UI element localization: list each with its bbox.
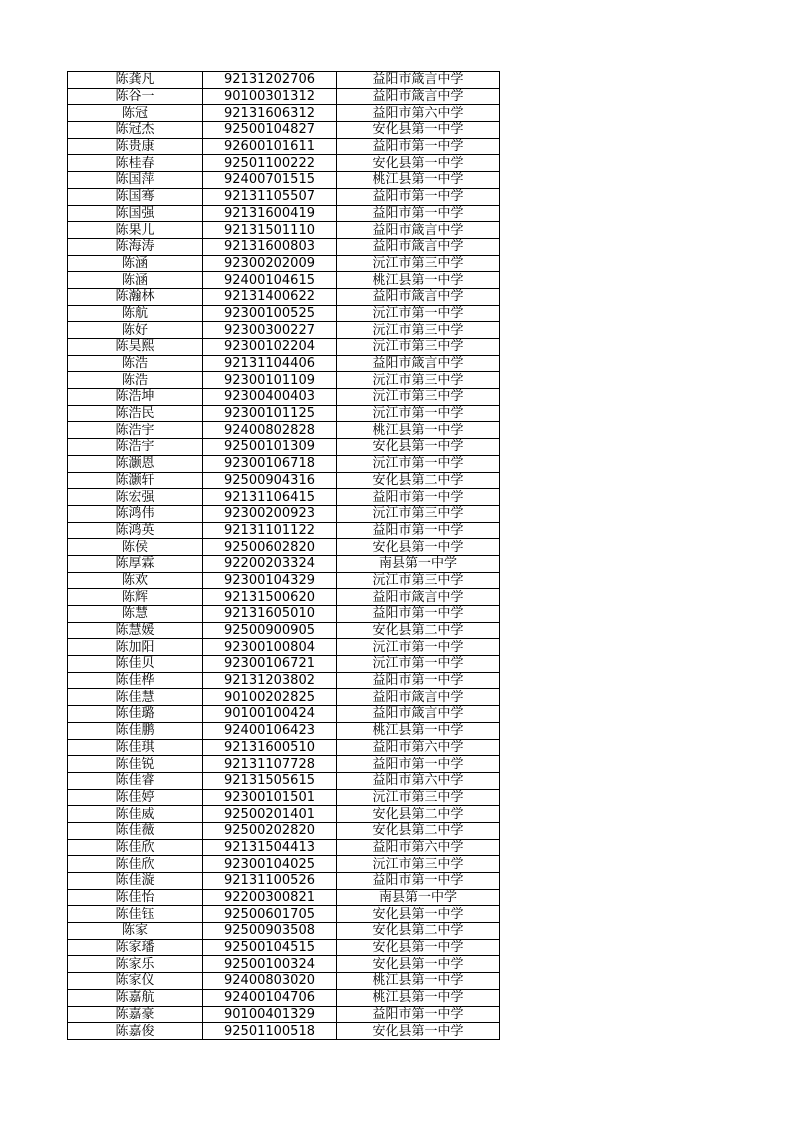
student-name-cell: 陈冠杰 (68, 122, 203, 139)
exam-number-cell: 92300101501 (203, 789, 337, 806)
student-table (67, 71, 500, 1040)
school-cell: 南县第一中学 (337, 889, 500, 906)
table-row (68, 472, 500, 489)
exam-number-cell: 92131104406 (203, 355, 337, 372)
school-cell: 益阳市第一中学 (337, 489, 500, 506)
exam-number-cell: 92500601705 (203, 906, 337, 923)
table-row (68, 1023, 500, 1040)
school-cell: 益阳市箴言中学 (337, 589, 500, 606)
table-row (68, 105, 500, 122)
table-row (68, 489, 500, 506)
table-row (68, 606, 500, 623)
table-row (68, 288, 500, 305)
table-row (68, 806, 500, 823)
table-row (68, 255, 500, 272)
exam-number-cell: 92300102204 (203, 339, 337, 356)
exam-number-cell: 92200203324 (203, 555, 337, 572)
school-cell: 安化县第二中学 (337, 622, 500, 639)
student-name-cell: 陈辉 (68, 589, 203, 606)
exam-number-cell: 92501100518 (203, 1023, 337, 1040)
school-cell: 安化县第一中学 (337, 1023, 500, 1040)
student-name-cell: 陈鸿伟 (68, 505, 203, 522)
school-cell: 安化县第一中学 (337, 539, 500, 556)
school-cell: 安化县第一中学 (337, 906, 500, 923)
student-name-cell: 陈佳漩 (68, 873, 203, 890)
exam-number-cell: 92300101109 (203, 372, 337, 389)
exam-number-cell: 92400104706 (203, 989, 337, 1006)
school-cell: 益阳市箴言中学 (337, 222, 500, 239)
school-cell: 沅江市第一中学 (337, 455, 500, 472)
table-row (68, 339, 500, 356)
school-cell: 益阳市第六中学 (337, 839, 500, 856)
table-row (68, 873, 500, 890)
school-cell: 益阳市第一中学 (337, 522, 500, 539)
table-row (68, 589, 500, 606)
exam-number-cell: 92300101125 (203, 405, 337, 422)
school-cell: 安化县第二中学 (337, 822, 500, 839)
school-cell: 益阳市第一中学 (337, 138, 500, 155)
school-cell: 沅江市第三中学 (337, 572, 500, 589)
school-cell: 桃江县第一中学 (337, 172, 500, 189)
student-name-cell: 陈龚凡 (68, 72, 203, 89)
school-cell: 益阳市第六中学 (337, 772, 500, 789)
school-cell: 沅江市第一中学 (337, 639, 500, 656)
student-name-cell: 陈谷一 (68, 88, 203, 105)
student-name-cell: 陈嘉航 (68, 989, 203, 1006)
school-cell: 沅江市第三中学 (337, 789, 500, 806)
table-row (68, 973, 500, 990)
table-row (68, 405, 500, 422)
exam-number-cell: 92131600510 (203, 739, 337, 756)
school-cell: 益阳市箴言中学 (337, 706, 500, 723)
exam-number-cell: 92200300821 (203, 889, 337, 906)
school-cell: 益阳市箴言中学 (337, 355, 500, 372)
exam-number-cell: 90100100424 (203, 706, 337, 723)
table-row (68, 305, 500, 322)
school-cell: 益阳市箴言中学 (337, 238, 500, 255)
table-row (68, 889, 500, 906)
student-name-cell: 陈浩 (68, 355, 203, 372)
student-name-cell: 陈浩坤 (68, 389, 203, 406)
student-name-cell: 陈加阳 (68, 639, 203, 656)
exam-number-cell: 92131605010 (203, 606, 337, 623)
table-row (68, 923, 500, 940)
exam-number-cell: 92131106415 (203, 489, 337, 506)
table-row (68, 188, 500, 205)
school-cell: 沅江市第三中学 (337, 505, 500, 522)
student-name-cell: 陈涵 (68, 255, 203, 272)
exam-number-cell: 92300300227 (203, 322, 337, 339)
student-name-cell: 陈国萍 (68, 172, 203, 189)
school-cell: 桃江县第一中学 (337, 272, 500, 289)
school-cell: 沅江市第三中学 (337, 339, 500, 356)
student-name-cell: 陈航 (68, 305, 203, 322)
exam-number-cell: 92300200923 (203, 505, 337, 522)
school-cell: 益阳市箴言中学 (337, 288, 500, 305)
table-row (68, 839, 500, 856)
exam-number-cell: 92500904316 (203, 472, 337, 489)
table-row (68, 639, 500, 656)
school-cell: 安化县第二中学 (337, 472, 500, 489)
school-cell: 安化县第一中学 (337, 956, 500, 973)
table-row (68, 138, 500, 155)
student-name-cell: 陈佳婷 (68, 789, 203, 806)
student-name-cell: 陈冠 (68, 105, 203, 122)
table-row (68, 622, 500, 639)
school-cell: 益阳市第一中学 (337, 606, 500, 623)
table-row (68, 1006, 500, 1023)
exam-number-cell: 92300106721 (203, 656, 337, 673)
student-name-cell: 陈佳怡 (68, 889, 203, 906)
school-cell: 沅江市第三中学 (337, 389, 500, 406)
exam-number-cell: 92131600803 (203, 238, 337, 255)
school-cell: 南县第一中学 (337, 555, 500, 572)
exam-number-cell: 92500104827 (203, 122, 337, 139)
table-row (68, 355, 500, 372)
table-row (68, 238, 500, 255)
table-row (68, 389, 500, 406)
student-name-cell: 陈佳睿 (68, 772, 203, 789)
school-cell: 沅江市第三中学 (337, 322, 500, 339)
table-row (68, 739, 500, 756)
exam-number-cell: 92131202706 (203, 72, 337, 89)
student-name-cell: 陈佳鹏 (68, 722, 203, 739)
student-name-cell: 陈佳欣 (68, 839, 203, 856)
school-cell: 桃江县第一中学 (337, 989, 500, 1006)
school-cell: 益阳市第一中学 (337, 672, 500, 689)
student-name-cell: 陈慧 (68, 606, 203, 623)
student-name-cell: 陈灏轩 (68, 472, 203, 489)
student-name-cell: 陈佳桦 (68, 672, 203, 689)
table-row (68, 906, 500, 923)
exam-number-cell: 92300100525 (203, 305, 337, 322)
student-name-cell: 陈海涛 (68, 238, 203, 255)
exam-number-cell: 92131600419 (203, 205, 337, 222)
student-name-cell: 陈好 (68, 322, 203, 339)
table-row (68, 672, 500, 689)
school-cell: 安化县第一中学 (337, 122, 500, 139)
table-row (68, 122, 500, 139)
exam-number-cell: 92400802828 (203, 422, 337, 439)
table-row (68, 772, 500, 789)
exam-number-cell: 92300106718 (203, 455, 337, 472)
student-name-cell: 陈侯 (68, 539, 203, 556)
school-cell: 沅江市第一中学 (337, 656, 500, 673)
student-name-cell: 陈浩 (68, 372, 203, 389)
exam-number-cell: 92400106423 (203, 722, 337, 739)
student-name-cell: 陈浩民 (68, 405, 203, 422)
table-row (68, 956, 500, 973)
exam-number-cell: 90100301312 (203, 88, 337, 105)
table-row (68, 72, 500, 89)
school-cell: 益阳市箴言中学 (337, 88, 500, 105)
table-row (68, 88, 500, 105)
student-name-cell: 陈嘉豪 (68, 1006, 203, 1023)
table-row (68, 572, 500, 589)
exam-number-cell: 92500202820 (203, 822, 337, 839)
table-row (68, 822, 500, 839)
student-name-cell: 陈国强 (68, 205, 203, 222)
student-name-cell: 陈家 (68, 923, 203, 940)
school-cell: 沅江市第三中学 (337, 856, 500, 873)
student-name-cell: 陈浩宇 (68, 422, 203, 439)
table-row (68, 505, 500, 522)
table-row (68, 756, 500, 773)
exam-number-cell: 92131504413 (203, 839, 337, 856)
exam-number-cell: 92400803020 (203, 973, 337, 990)
table-row (68, 439, 500, 456)
exam-number-cell: 92400701515 (203, 172, 337, 189)
school-cell: 沅江市第一中学 (337, 305, 500, 322)
exam-number-cell: 92131105507 (203, 188, 337, 205)
student-name-cell: 陈瀚林 (68, 288, 203, 305)
exam-number-cell: 92500101309 (203, 439, 337, 456)
student-name-cell: 陈佳锐 (68, 756, 203, 773)
school-cell: 桃江县第一中学 (337, 422, 500, 439)
student-name-cell: 陈宏强 (68, 489, 203, 506)
exam-number-cell: 92131501110 (203, 222, 337, 239)
student-name-cell: 陈佳琪 (68, 739, 203, 756)
student-name-cell: 陈家乐 (68, 956, 203, 973)
table-row (68, 272, 500, 289)
table-row (68, 422, 500, 439)
exam-number-cell: 92131100526 (203, 873, 337, 890)
school-cell: 桃江县第一中学 (337, 722, 500, 739)
exam-number-cell: 92131400622 (203, 288, 337, 305)
table-row (68, 539, 500, 556)
exam-number-cell: 90100202825 (203, 689, 337, 706)
student-name-cell: 陈慧媛 (68, 622, 203, 639)
table-row (68, 939, 500, 956)
table-row (68, 656, 500, 673)
exam-number-cell: 92600101611 (203, 138, 337, 155)
table-row (68, 989, 500, 1006)
exam-number-cell: 92500201401 (203, 806, 337, 823)
school-cell: 益阳市第六中学 (337, 739, 500, 756)
exam-number-cell: 92131606312 (203, 105, 337, 122)
exam-number-cell: 92131500620 (203, 589, 337, 606)
student-name-cell: 陈灏恩 (68, 455, 203, 472)
school-cell: 安化县第一中学 (337, 155, 500, 172)
student-name-cell: 陈浩宇 (68, 439, 203, 456)
exam-number-cell: 92500900905 (203, 622, 337, 639)
student-name-cell: 陈嘉俊 (68, 1023, 203, 1040)
exam-number-cell: 92131101122 (203, 522, 337, 539)
exam-number-cell: 92300400403 (203, 389, 337, 406)
student-name-cell: 陈鸿英 (68, 522, 203, 539)
table-row (68, 372, 500, 389)
exam-number-cell: 92131107728 (203, 756, 337, 773)
table-row (68, 172, 500, 189)
student-name-cell: 陈佳慧 (68, 689, 203, 706)
exam-number-cell: 92131505615 (203, 772, 337, 789)
school-cell: 益阳市箴言中学 (337, 689, 500, 706)
exam-number-cell: 92400104615 (203, 272, 337, 289)
student-name-cell: 陈佳璐 (68, 706, 203, 723)
exam-number-cell: 92500903508 (203, 923, 337, 940)
exam-number-cell: 92501100222 (203, 155, 337, 172)
exam-number-cell: 92300100804 (203, 639, 337, 656)
table-row (68, 789, 500, 806)
exam-number-cell: 92131203802 (203, 672, 337, 689)
table-row (68, 222, 500, 239)
school-cell: 沅江市第三中学 (337, 372, 500, 389)
student-name-cell: 陈国骞 (68, 188, 203, 205)
exam-number-cell: 92500100324 (203, 956, 337, 973)
exam-number-cell: 92500104515 (203, 939, 337, 956)
student-name-cell: 陈果儿 (68, 222, 203, 239)
student-name-cell: 陈佳薇 (68, 822, 203, 839)
student-name-cell: 陈厚霖 (68, 555, 203, 572)
student-name-cell: 陈家璠 (68, 939, 203, 956)
school-cell: 桃江县第一中学 (337, 973, 500, 990)
school-cell: 安化县第二中学 (337, 806, 500, 823)
school-cell: 安化县第一中学 (337, 439, 500, 456)
exam-number-cell: 92300104025 (203, 856, 337, 873)
school-cell: 益阳市第一中学 (337, 873, 500, 890)
student-name-cell: 陈佳欣 (68, 856, 203, 873)
student-name-cell: 陈佳威 (68, 806, 203, 823)
table-row (68, 856, 500, 873)
school-cell: 益阳市箴言中学 (337, 72, 500, 89)
exam-number-cell: 92300104329 (203, 572, 337, 589)
school-cell: 益阳市第一中学 (337, 1006, 500, 1023)
student-name-cell: 陈涵 (68, 272, 203, 289)
exam-number-cell: 90100401329 (203, 1006, 337, 1023)
school-cell: 益阳市第一中学 (337, 756, 500, 773)
exam-number-cell: 92500602820 (203, 539, 337, 556)
student-name-cell: 陈昊熙 (68, 339, 203, 356)
school-cell: 安化县第一中学 (337, 939, 500, 956)
school-cell: 安化县第二中学 (337, 923, 500, 940)
student-name-cell: 陈贵康 (68, 138, 203, 155)
school-cell: 益阳市第一中学 (337, 205, 500, 222)
table-row (68, 155, 500, 172)
exam-number-cell: 92300202009 (203, 255, 337, 272)
table-row (68, 722, 500, 739)
table-row (68, 455, 500, 472)
school-cell: 益阳市第一中学 (337, 188, 500, 205)
school-cell: 益阳市第六中学 (337, 105, 500, 122)
student-name-cell: 陈桂春 (68, 155, 203, 172)
table-row (68, 555, 500, 572)
student-table-body (68, 72, 500, 1040)
table-row (68, 706, 500, 723)
table-row (68, 205, 500, 222)
student-name-cell: 陈欢 (68, 572, 203, 589)
school-cell: 沅江市第一中学 (337, 405, 500, 422)
school-cell: 沅江市第三中学 (337, 255, 500, 272)
table-row (68, 689, 500, 706)
student-name-cell: 陈家仪 (68, 973, 203, 990)
student-name-cell: 陈佳钰 (68, 906, 203, 923)
table-row (68, 322, 500, 339)
student-name-cell: 陈佳贝 (68, 656, 203, 673)
table-row (68, 522, 500, 539)
